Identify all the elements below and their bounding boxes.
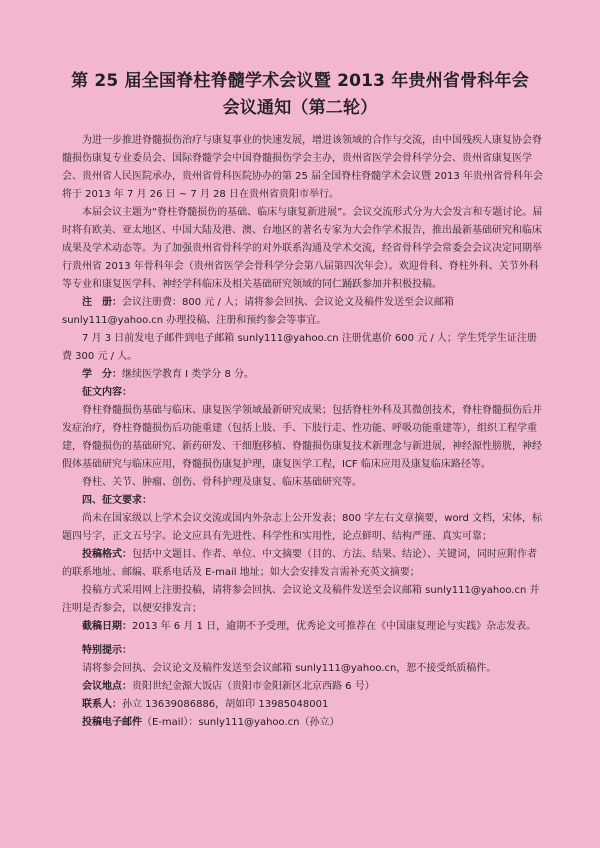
method-paragraph: 投稿方式采用网上注册投稿，请将参会回执、会议论文及稿件发送至会议邮箱 sunly111@yahoo.cn 并注明是否参会，以便安排发言；: [62, 585, 540, 614]
notice-paragraph: 请将参会回执、会议论文及稿件发送至会议邮箱 sunly111@yahoo.cn，恕不接受纸质稿件。: [82, 663, 497, 674]
page-title: 第 25 届全国脊柱脊髓学术会议暨 2013 年贵州省骨科年会: [71, 71, 529, 91]
registration-text: 会议注册费：800 元 / 人；请将参会回执、会议论文及稿件发送至会议邮箱 sunly111@yahoo.cn 办理投稿、注册和预约参会等事宜。: [62, 297, 454, 326]
venue-label: 会议地点：: [82, 681, 132, 692]
page-subtitle: 会议通知（第二轮）: [222, 98, 378, 118]
registration-paragraph: [62, 294, 546, 330]
format-paragraph: [62, 546, 546, 582]
early-registration-paragraph: 7 月 3 日前发电子邮件到电子邮箱 sunly111@yahoo.cn 注册优惠价 600 元 / 人；学生凭学生证注册费 300 元 / 人。: [62, 333, 537, 362]
contact-text: 孙立 13639086886，胡如印 13985048001: [122, 699, 329, 710]
deadline-label: 截稿日期：: [82, 621, 132, 632]
requirements-heading: 四、征文要求：: [82, 495, 152, 506]
credit-label: 学 分：: [82, 369, 122, 380]
format-label: 投稿格式：: [82, 549, 132, 560]
notice-heading: 特别提示：: [82, 645, 132, 656]
content-heading: 征文内容：: [82, 387, 132, 398]
email-text: （E-mail）：sunly111@yahoo.cn（孙立）: [142, 717, 340, 728]
venue-line: [62, 678, 546, 696]
theme-paragraph: 本届会议主题为“脊柱脊髓损伤的基础、临床与康复新进展”。会议交流形式分为大会发言和专题讨论。届时将有欧美、亚太地区、中国大陆及港、澳、台地区的著名专家为大会作学术报告，推出最新基础研究和临床成果及学术动态等。为了加强贵州省骨科学的对外联系沟通及学术交流，经省骨科学会常委会会议决定同期举行贵州省 2013 年骨科年会（贵州省医学会骨科学分会第八届第四次年会）。欢迎骨科、脊柱外科、关节外科等专业和康复医学科、神经学科临床及相关基础研究领域的同仁踊跃参加并积极投稿。: [62, 207, 543, 290]
venue-text: 贵阳世纪金源大饭店（贵阳市金阳新区北京西路 6 号）: [132, 681, 375, 692]
intro-paragraph: 为进一步推进脊髓损伤治疗与康复事业的快速发展，增进该领域的合作与交流，由中国残疾人康复协会脊髓损伤康复专业委员会、国际脊髓学会中国脊髓损伤学会主办，贵州省医学会骨科学分会、贵州省康复医学会、贵州省人民医院承办，贵州省骨科医院协办的第 25 届全国脊柱脊髓学术会议暨 2013 年贵州省骨科年会将于 2013 年 7 月 26 日 ~ 7 月 28 日在贵州省贵阳市举行。: [62, 135, 543, 200]
deadline-paragraph: [62, 618, 546, 636]
deadline-text: 2013 年 6 月 1 日，逾期不予受理，优秀论文可推荐在《中国康复理论与实践》杂志发表。: [132, 621, 537, 632]
content-paragraph-2: 脊柱、关节、肿瘤、创伤、骨科护理及康复、临床基础研究等。: [82, 477, 362, 488]
contact-label: 联系人：: [82, 699, 122, 710]
email-label: 投稿电子邮件: [82, 717, 142, 728]
content-paragraph-1: 脊柱脊髓损伤基础与临床、康复医学领域最新研究成果；包括脊柱外科及其微创技术，脊柱脊髓损伤后并发症治疗，脊柱脊髓损伤后功能重建（包括上肢、手、下肢行走、性功能、呼吸功能重建等），组织工程学重建，脊髓损伤的基础研究、新药研发、干细胞移植、脊髓损伤康复技术新理念与新进展，神经源性膀胱，神经假体基础研究与临床应用，脊髓损伤康复护理，康复医学工程，ICF 临床应用及康复临床路径等。: [62, 405, 542, 470]
requirements-paragraph: 尚未在国家级以上学术会议交流或国内外杂志上公开发表；800 字左右文章摘要，word 文档，宋体，标题四号字，正文五号字。论文应具有先进性、科学性和实用性，论点鲜明、结构严谨、真实可靠；: [62, 513, 543, 542]
credit-paragraph: [62, 366, 546, 384]
format-text: 包括中文题目、作者、单位、中文摘要（目的、方法、结果、结论）、关键词，同时应附作者的联系地址、邮编、联系电话及 E-mail 地址；如大会安排发言需补充英文摘要；: [62, 549, 537, 578]
credit-text: 继续医学教育 I 类学分 8 分。: [122, 369, 255, 380]
email-line: [62, 714, 546, 732]
registration-label: 注 册：: [82, 297, 122, 308]
contact-line: [62, 696, 546, 714]
notice-body: [62, 132, 546, 732]
